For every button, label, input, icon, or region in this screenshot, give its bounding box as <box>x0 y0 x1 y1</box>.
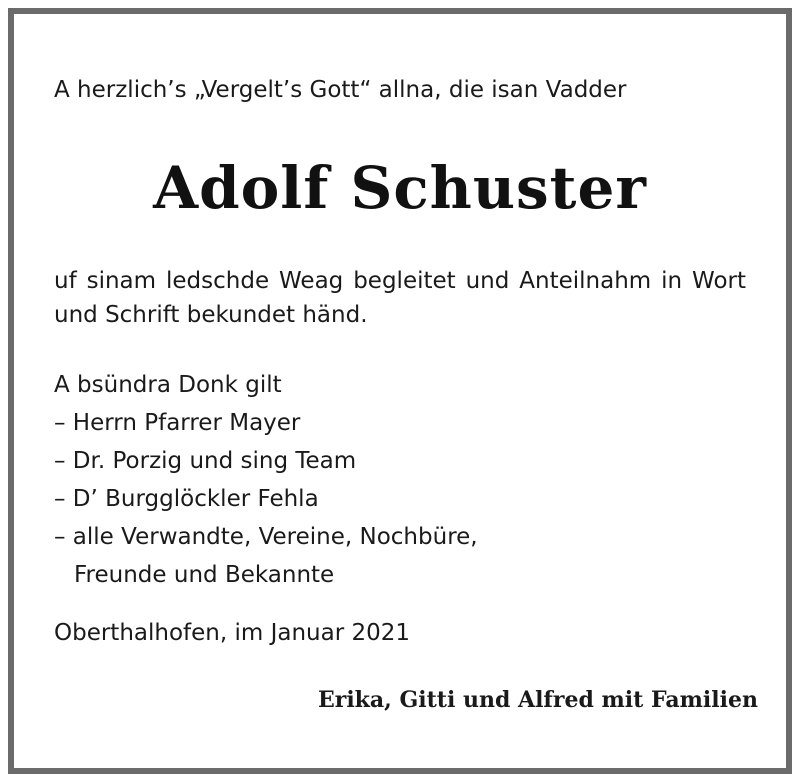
special-thanks-list <box>54 366 478 594</box>
special-thanks-heading: A bsündra Donk gilt <box>54 372 282 398</box>
signature: Erika, Gitti und Alfred mit Familien <box>317 687 758 713</box>
list-item: – Herrn Pfarrer Mayer <box>54 410 301 436</box>
intro-line: A herzlich’s „Vergelt’s Gott“ allna, die isan Vadder <box>54 77 627 103</box>
list-item: – D’ Burgglöckler Fehla <box>54 486 319 512</box>
list-item: – alle Verwandte, Vereine, Nochbüre, <box>54 524 478 550</box>
deceased-name: Adolf Schuster <box>153 154 647 222</box>
thanks-paragraph: uf sinam ledschde Weag begleitet und Anteilnahm in Wort und Schrift bekundet händ. <box>54 268 746 328</box>
list-item: – Dr. Porzig und sing Team <box>54 448 357 474</box>
place-date: Oberthalhofen, im Januar 2021 <box>54 620 411 646</box>
list-item-continuation: Freunde und Bekannte <box>74 562 335 588</box>
notice-frame <box>8 8 792 774</box>
